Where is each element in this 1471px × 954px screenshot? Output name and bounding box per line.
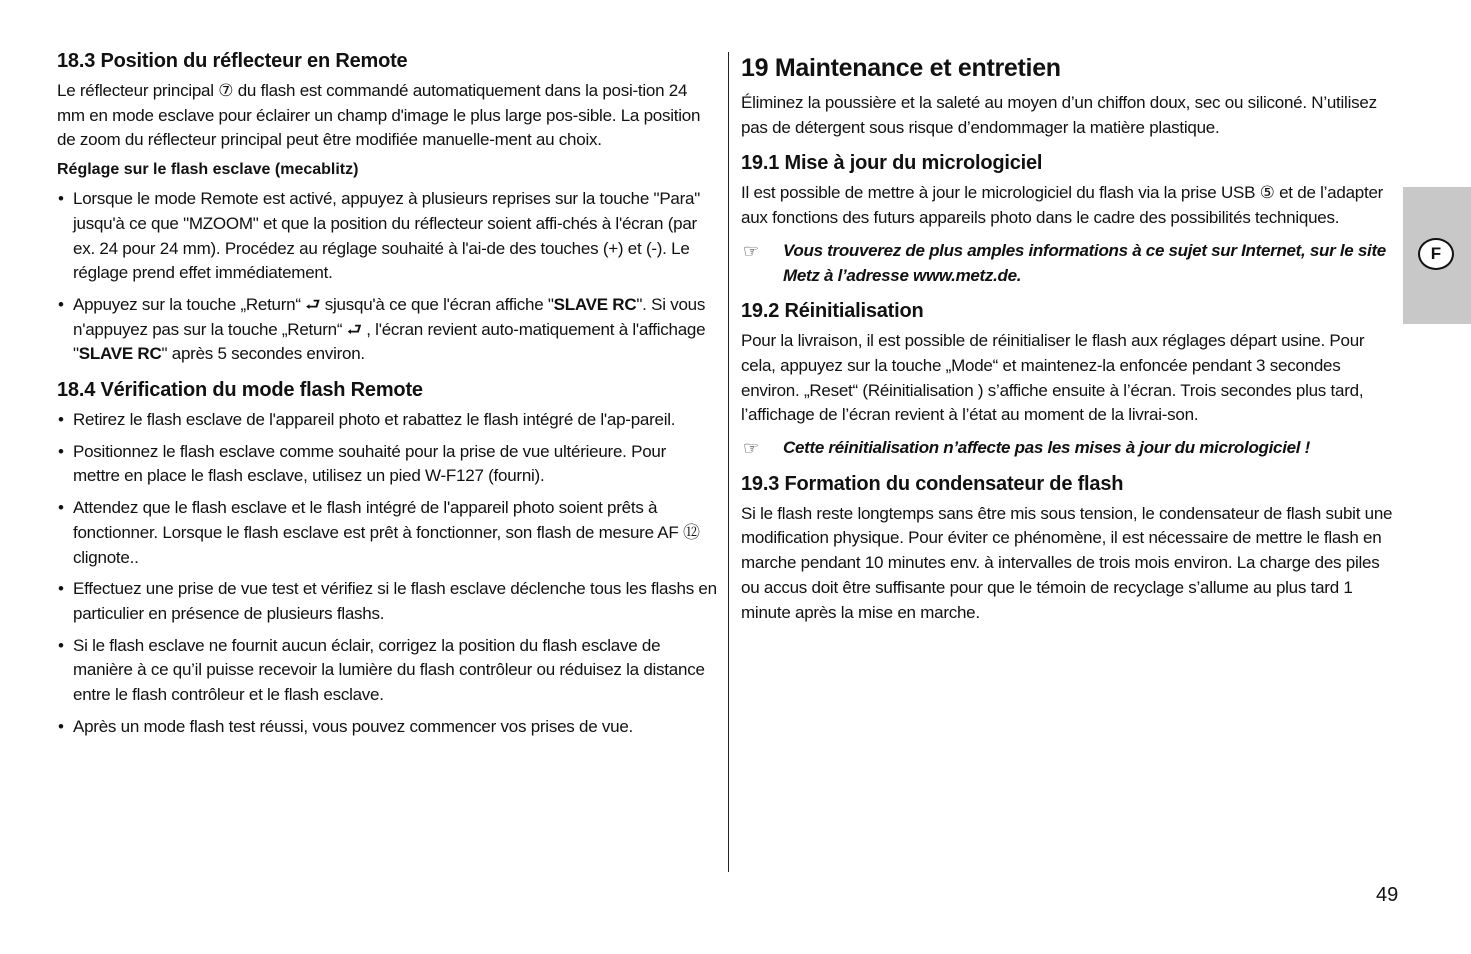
column-divider (728, 52, 729, 872)
list-item: • Retirez le flash esclave de l'appareil photo et rabattez le flash intégré de l'ap-pareil. (57, 408, 717, 433)
left-column (57, 50, 717, 746)
section-18-4-title: 18.4 Vérification du mode flash Remote (57, 379, 423, 402)
section-19-3-title: 19.3 Formation du condensateur de flash (741, 472, 1124, 495)
section-18-3-body: Le réflecteur principal ⑦ du flash est commandé automatiquement dans la posi-tion 24 mm en mode esclave pour éclairer un champ d'image le plus large pos-sible. La position de zoom du réflecteur principal peut être modifiée manuelle-ment au choix. (57, 81, 701, 150)
list-item: • Positionnez le flash esclave comme souhaité pour la prise de vue ultérieure. Pour mettre en place le flash esclave, utilisez un pied W-F127 (fourni). (57, 440, 717, 489)
language-tab-letter: F (1418, 238, 1454, 270)
right-column (741, 50, 1401, 633)
section-18-3-title: 18.3 Position du réflecteur en Remote (57, 50, 408, 72)
list-item: • Appuyez sur la touche „Return“ ⮐ sjusqu'à ce que l'écran affiche "SLAVE RC". Si vous n'appuyez pas sur la touche „Return“ ⮐ , l'écran revient auto-matiquement à l'affichage "SLAVE RC" après 5 secondes environ. (57, 293, 717, 367)
slave-rc-label: SLAVE RC (553, 294, 637, 314)
list-item: • Effectuez une prise de vue test et vérifiez si le flash esclave déclenche tous les flashs en particulier en présence de plusieurs flashs. (57, 577, 717, 626)
section-19-2-body: Pour la livraison, il est possible de réinitialiser le flash aux réglages départ usine. Pour cela, appuyez sur la touche „Mode“ et maintenez-la enfoncée pendant 3 secondes environ. „Reset“ (Réinitialisation ) s’affiche ensuite à l’écran. Trois secondes plus tard, l’affichage de l’écran revient à l’état au moment de la livrai-son. (741, 331, 1365, 425)
section-18-4-list (57, 408, 717, 739)
section-19-3-body: Si le flash reste longtemps sans être mis sous tension, le condensateur de flash subit une modification physique. Pour éviter ce phénomène, il est nécessaire de mettre le flash en marche pendant 10 minutes env. à intervalles de trois mois environ. La charge des piles ou accus doit être suffisante pour que le témoin de recyclage s’allume au plus tard 1 minute après la mise en marche. (741, 503, 1393, 622)
section-19-1-title: 19.1 Mise à jour du micrologiciel (741, 152, 1043, 175)
list-item: • Lorsque le mode Remote est activé, appuyez à plusieurs reprises sur la touche "Para" jusqu'à ce que "MZOOM" et que la position du réflecteur soient affi-chés à l'écran (par ex. 24 pour 24 mm). Procédez au réglage souhaité à l'ai-de des touches (+) et (-). Le réglage prend effet immédiatement. (57, 187, 717, 286)
list-item: • Si le flash esclave ne fournit aucun éclair, corrigez la position du flash esclave de manière à ce qu’il puisse recevoir la lumière du flash contrôleur ou réduisez la distance entre le flash contrôleur et le flash esclave. (57, 634, 717, 708)
section-19-2-note: ☞ Cette réinitialisation n’affecte pas les mises à jour du micrologiciel ! (741, 436, 1401, 461)
slave-rc-label: SLAVE RC (78, 344, 162, 364)
section-18-3-list (57, 187, 717, 367)
list-item: • Après un mode flash test réussi, vous pouvez commencer vos prises de vue. (57, 715, 717, 740)
section-19-1-body: Il est possible de mettre à jour le micrologiciel du flash via la prise USB ⑤ et de l’adapter aux fonctions des futurs appareils photo dans le cadre des possibilités techniques. (741, 183, 1384, 228)
section-19-1-note: ☞ Vous trouverez de plus amples informations à ce sujet sur Internet, sur le site Metz à l’adresse www.metz.de. (743, 240, 1386, 285)
chapter-19-title: 19 Maintenance et entretien (741, 54, 1061, 82)
page-number: 49 (1376, 884, 1399, 906)
pointing-hand-icon: ☞ (743, 240, 759, 261)
section-18-3-subheading: Réglage sur le flash esclave (mecablitz) (57, 161, 359, 179)
chapter-19-body: Éliminez la poussière et la saleté au moyen d’un chiffon doux, sec ou siliconé. N’utilisez pas de détergent sous risque d’endommager la matière plastique. (741, 93, 1377, 137)
pointing-hand-icon: ☞ (743, 438, 759, 459)
list-item: • Attendez que le flash esclave et le flash intégré de l'appareil photo soient prêts à fonctionner. Lorsque le flash esclave est prêt à fonctionner, son flash de mesure AF ⑫ clignote.. (57, 496, 717, 570)
language-tab (1403, 187, 1471, 324)
section-19-2-title: 19.2 Réinitialisation (741, 300, 924, 323)
